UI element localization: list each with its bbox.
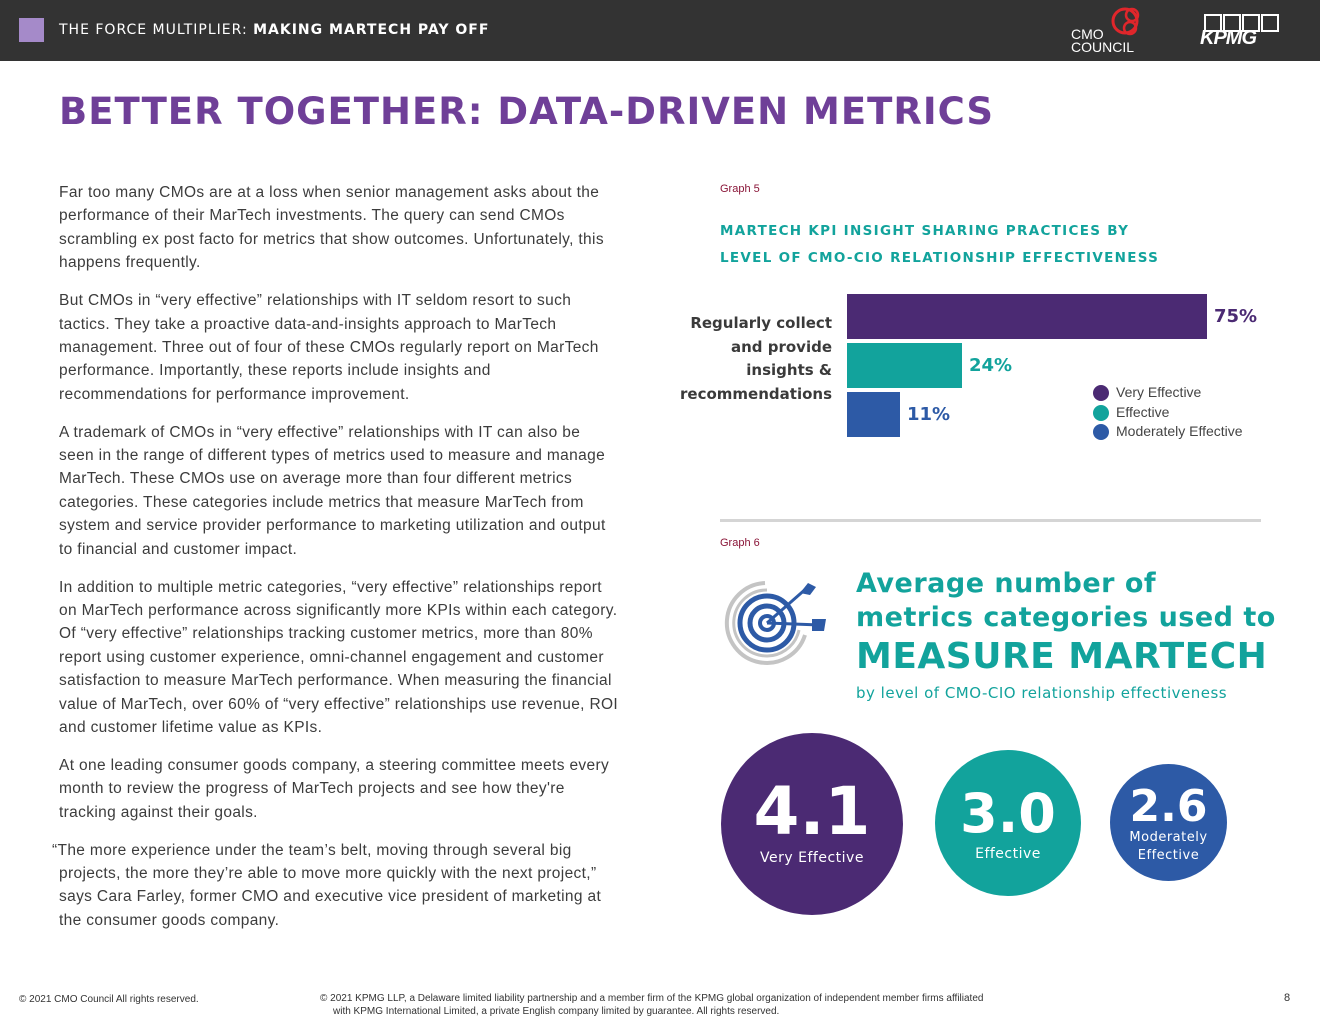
header-title-bold: MAKING MARTECH PAY OFF (253, 22, 490, 38)
cmo-logo-text-line1: CMO (1071, 26, 1104, 42)
legend-dot-moderately-effective (1093, 424, 1109, 440)
footer-kpmg-line2: with KPMG International Limited, a private English company limited by guarantee. All rights reserved. (333, 1006, 780, 1017)
graph5-title-line1: MARTECH KPI INSIGHT SHARING PRACTICES BY (720, 223, 1130, 239)
legend-dot-very-effective (1093, 385, 1109, 401)
body-paragraph: But CMOs in “very effective” relationships with IT seldom resort to such tactics. They take a proactive data-and-insights approach to MarTech management. Three out of four of these CMOs regularly report on MarTech performance. Importantly, these reports include insights and recommendations for performance improvement. (59, 292, 599, 403)
graph6-title-line2: metrics categories used to (856, 602, 1276, 633)
kpmg-logo (1198, 12, 1282, 48)
circle-label (1110, 829, 1227, 865)
header-accent-square (19, 18, 44, 42)
legend-label: Moderately Effective (1116, 423, 1243, 439)
header-title (59, 22, 489, 38)
graph5-legend (1093, 384, 1243, 443)
category-label-line: Regularly collect (690, 314, 832, 332)
body-paragraph: In addition to multiple metric categories, “very effective” relationships report on MarTech performance across significantly more KPIs within each category. Of “very effective” relationships tracking customer metrics, more than 80% report using customer experience, omni-channel engagement and customer satisfaction to measure MarTech performance. When measuring the financial value of MarTech, over 60% of “very effective” relationships use revenue, ROI and customer lifetime value as KPIs. (59, 578, 619, 737)
cmo-council-logo (1068, 6, 1148, 56)
bar-value-label-moderately-effective: 11% (907, 404, 951, 425)
category-label-line: recommendations (680, 384, 832, 403)
target-arrows-icon (720, 575, 830, 667)
bar-very-effective (847, 294, 1207, 339)
category-label-line: and provide (730, 337, 832, 356)
circle-label: Very Effective (760, 850, 864, 866)
legend-dot-effective (1093, 405, 1109, 421)
footer-copyright-kpmg (320, 992, 1080, 1018)
body-paragraph: At one leading consumer goods company, a steering committee meets every month to review the progress of MarTech projects and see how they're tracking against their goals. (59, 756, 610, 821)
body-paragraph: A trademark of CMOs in “very effective” relationships with IT can also be seen in the range of different types of metrics used to measure and manage MarTech. These CMOs use on average more than four different metrics categories. These categories include metrics that measure MarTech from system and service provider performance to marketing utilization and output to financial and customer impact. (59, 423, 606, 558)
page-headline: BETTER TOGETHER: DATA-DRIVEN METRICS (59, 90, 995, 133)
body-paragraph: Far too many CMOs are at a loss when senior management asks about the performance of their MarTech investments. The query can send CMOs scrambling ex post facto for metrics that show outcomes. Unfortunately, this happens frequently. (59, 184, 604, 272)
footer-copyright-cmo: © 2021 CMO Council All rights reserved. (19, 994, 199, 1005)
legend-label: Effective (1116, 403, 1170, 420)
legend-label: Very Effective (1116, 384, 1202, 400)
circle-value: 4.1 (753, 773, 871, 850)
graph6-title-line3: MEASURE MARTECH (856, 636, 1268, 677)
circle-value: 3.0 (960, 782, 1056, 845)
header-title-prefix: THE FORCE MULTIPLIER: (59, 22, 254, 38)
legend-item-very-effective (1093, 384, 1243, 404)
section-divider (720, 519, 1261, 522)
graph5-tag: Graph 5 (720, 183, 760, 195)
legend-item-moderately-effective (1093, 423, 1243, 443)
circle-value: 2.6 (1129, 781, 1208, 832)
bar-effective (847, 343, 962, 388)
graph6-tag: Graph 6 (720, 537, 760, 549)
circle-very-effective (721, 733, 903, 915)
bar-value-label-effective: 24% (969, 355, 1013, 376)
circle-label-line2: Effective (1137, 848, 1200, 863)
kpmg-logo-word: KPMG (1200, 27, 1256, 49)
legend-item-effective (1093, 404, 1243, 424)
cmo-council-logo-mark (1110, 6, 1144, 42)
footer-kpmg-line1: © 2021 KPMG LLP, a Delaware limited liability partnership and a member firm of the KPMG global organization of independent member firms affiliated (320, 993, 984, 1004)
header-bar (0, 0, 1320, 61)
bar-moderately-effective (847, 392, 900, 437)
bar-value-label-very-effective: 75% (1214, 306, 1258, 327)
circle-moderately-effective (1110, 764, 1227, 881)
circle-effective (935, 750, 1081, 896)
circle-label-line1: Moderately (1129, 830, 1208, 845)
body-text (52, 181, 619, 947)
graph5-category-label (672, 312, 832, 406)
graph5-title (720, 218, 1159, 272)
graph6-title-line1: Average number of (856, 568, 1157, 599)
page-number: 8 (1284, 992, 1291, 1004)
category-label-line: insights & (746, 361, 832, 379)
graph6-subtitle: by level of CMO-CIO relationship effectiveness (856, 684, 1228, 702)
graph5-title-line2: LEVEL OF CMO-CIO RELATIONSHIP EFFECTIVENESS (720, 250, 1160, 266)
body-quote-paragraph: “The more experience under the team’s belt, moving through several big projects, the more they’re able to move more quickly with the next project,” says Cara Farley, former CMO and executive vice president of marketing at the consumer goods company. (52, 841, 602, 929)
cmo-logo-text-line2: COUNCIL (1071, 39, 1135, 55)
circle-label: Effective (975, 846, 1041, 862)
